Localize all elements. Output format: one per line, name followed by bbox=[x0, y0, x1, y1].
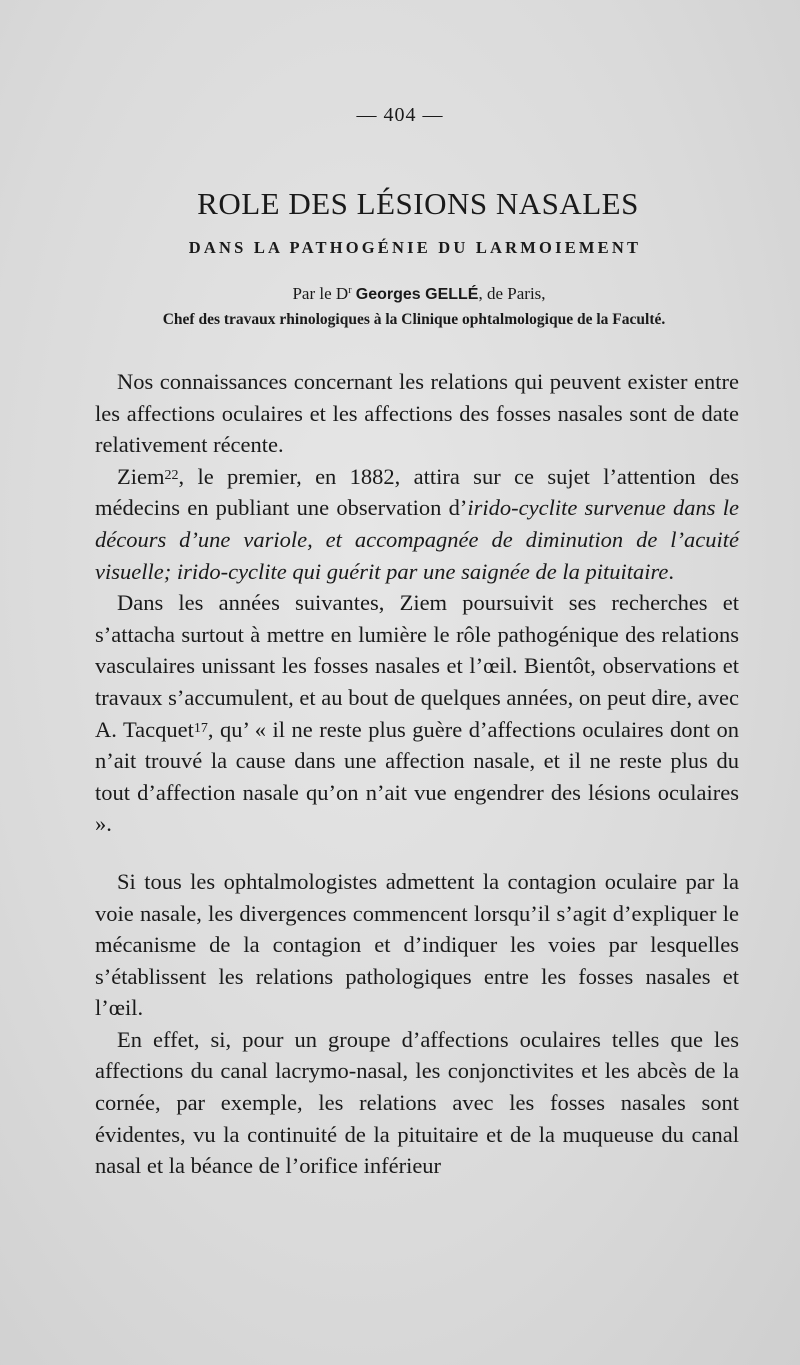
author-name: Georges GELLÉ bbox=[355, 286, 479, 303]
paragraph-2-c: . bbox=[668, 558, 675, 584]
paragraph-4: Si tous les ophtalmologistes admettent la contagion oculaire par la voie nasale, les divergences commencent lorsqu’il s’agit d’expliquer le mécanisme de la contagion et d’indiquer les voies par lesquelles s’établissent les relations pathologiques entre les fosses nasales et l’œil. bbox=[95, 868, 739, 1021]
paragraph-2-b: , le premier, en 1882, attira sur ce sujet l’attention des médecins en publiant une observation d’ bbox=[95, 463, 739, 521]
paragraph-3-a: Dans les années suivantes, Ziem poursuivit ses recherches et s’attacha surtout à mettre en lumière le rôle pathogénique des relations vasculaires unissant les fosses nasales et l’œil. Bientôt, observations et travaux s’accumulent, et au bout de quelques années, on peut dire, avec A. Tacquet bbox=[95, 590, 739, 742]
paragraph-2 bbox=[95, 461, 739, 587]
author-line bbox=[0, 284, 800, 304]
page-number: — 404 — bbox=[356, 104, 444, 126]
footnote-ref-17: 17 bbox=[193, 720, 208, 736]
author-prefix-sup: r bbox=[348, 285, 352, 296]
paragraph-3-b: , qu’ « il ne reste plus guère d’affections oculaires dont on n’ait trouvé la cause dans une affection nasale, et il ne reste plus du tout d’affection nasale qu’on n’ait vue engendrer des lésions oculaires ». bbox=[95, 716, 739, 837]
paragraph-2-a: Ziem bbox=[117, 463, 165, 489]
footnote-ref-22: 22 bbox=[164, 467, 179, 483]
article-title: ROLE DES LÉSIONS NASALES bbox=[197, 186, 639, 221]
paragraph-2-italic: irido-cyclite survenue dans le décours d’une variole, et accompagnée de diminution de l’acuité visuelle; irido-cyclite qui guérit par une saignée de la pituitaire bbox=[95, 495, 739, 584]
author-prefix: Par le D bbox=[292, 284, 349, 303]
article-body bbox=[95, 366, 739, 1182]
paragraph-1: Nos connaissances concernant les relations qui peuvent exister entre les affections oculaires et les affections des fosses nasales sont de date relativement récente. bbox=[95, 369, 739, 458]
author-affiliation: Chef des travaux rhinologiques à la Clinique ophtalmologique de la Faculté. bbox=[162, 311, 666, 328]
paragraph-5: En effet, si, pour un groupe d’affections oculaires telles que les affections du canal lacrymo-nasal, les conjonctivites et les abcès de la cornée, par exemple, les relations avec les fosses nasales sont évidentes, vu la continuité de la pituitaire et de la muqueuse du canal nasal et la béance de l’orifice inférieur bbox=[95, 1026, 739, 1179]
article-subtitle: DANS LA PATHOGÉNIE DU LARMOIEMENT bbox=[188, 238, 642, 257]
paragraph-3 bbox=[95, 587, 739, 840]
author-suffix: , de Paris, bbox=[478, 284, 546, 303]
